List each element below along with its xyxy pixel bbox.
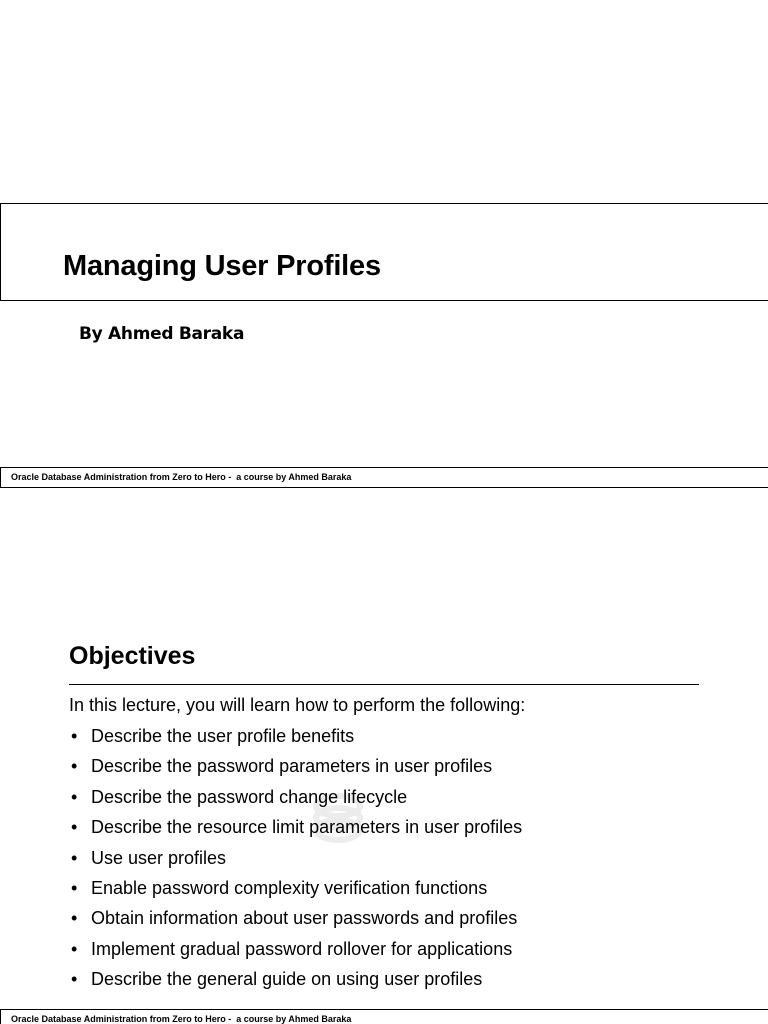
footer-bar [0, 467, 768, 488]
bullet-icon: • [71, 877, 78, 898]
objectives-list [69, 725, 522, 999]
list-item [69, 786, 522, 816]
footer-bar [0, 1009, 768, 1024]
list-item-text: Describe the general guide on using user profiles [91, 969, 483, 990]
list-item-text: Describe the password change lifecycle [91, 786, 408, 807]
list-item-text: Describe the user profile benefits [91, 726, 355, 746]
objectives-slide [0, 490, 768, 1024]
list-item [69, 725, 522, 755]
list-item [69, 938, 522, 968]
list-item-text: Describe the resource limit parameters in user profiles [91, 817, 523, 838]
list-item [69, 907, 522, 937]
bullet-icon: • [71, 817, 78, 838]
list-item-text: Describe the password parameters in user profiles [91, 756, 493, 777]
heading-underline [69, 684, 699, 685]
bullet-icon: • [71, 969, 78, 990]
list-item-text: Use user profiles [91, 847, 227, 868]
title-slide [0, 0, 768, 490]
slide-title: Managing User Profiles [63, 250, 381, 282]
list-item [69, 847, 522, 877]
list-item [69, 816, 522, 846]
list-item [69, 968, 522, 998]
bullet-icon: • [71, 847, 78, 868]
bullet-icon: • [71, 908, 78, 929]
footer-text: Oracle Database Administration from Zero to Hero - a course by Ahmed Baraka [11, 1014, 352, 1024]
list-item-text: Obtain information about user passwords and profiles [91, 908, 518, 929]
author-line: By Ahmed Baraka [79, 324, 245, 344]
bullet-icon: • [71, 938, 78, 959]
bullet-icon: • [71, 726, 78, 746]
list-item [69, 877, 522, 907]
bullet-icon: • [71, 756, 78, 777]
objectives-heading: Objectives [69, 642, 196, 670]
list-item-text: Implement gradual password rollover for applications [91, 938, 513, 959]
title-box [0, 203, 768, 301]
footer-text: Oracle Database Administration from Zero to Hero - a course by Ahmed Baraka [11, 472, 352, 482]
list-item [69, 755, 522, 785]
list-item-text: Enable password complexity verification functions [91, 877, 488, 898]
intro-text: In this lecture, you will learn how to perform the following: [69, 695, 526, 715]
bullet-icon: • [71, 786, 78, 807]
